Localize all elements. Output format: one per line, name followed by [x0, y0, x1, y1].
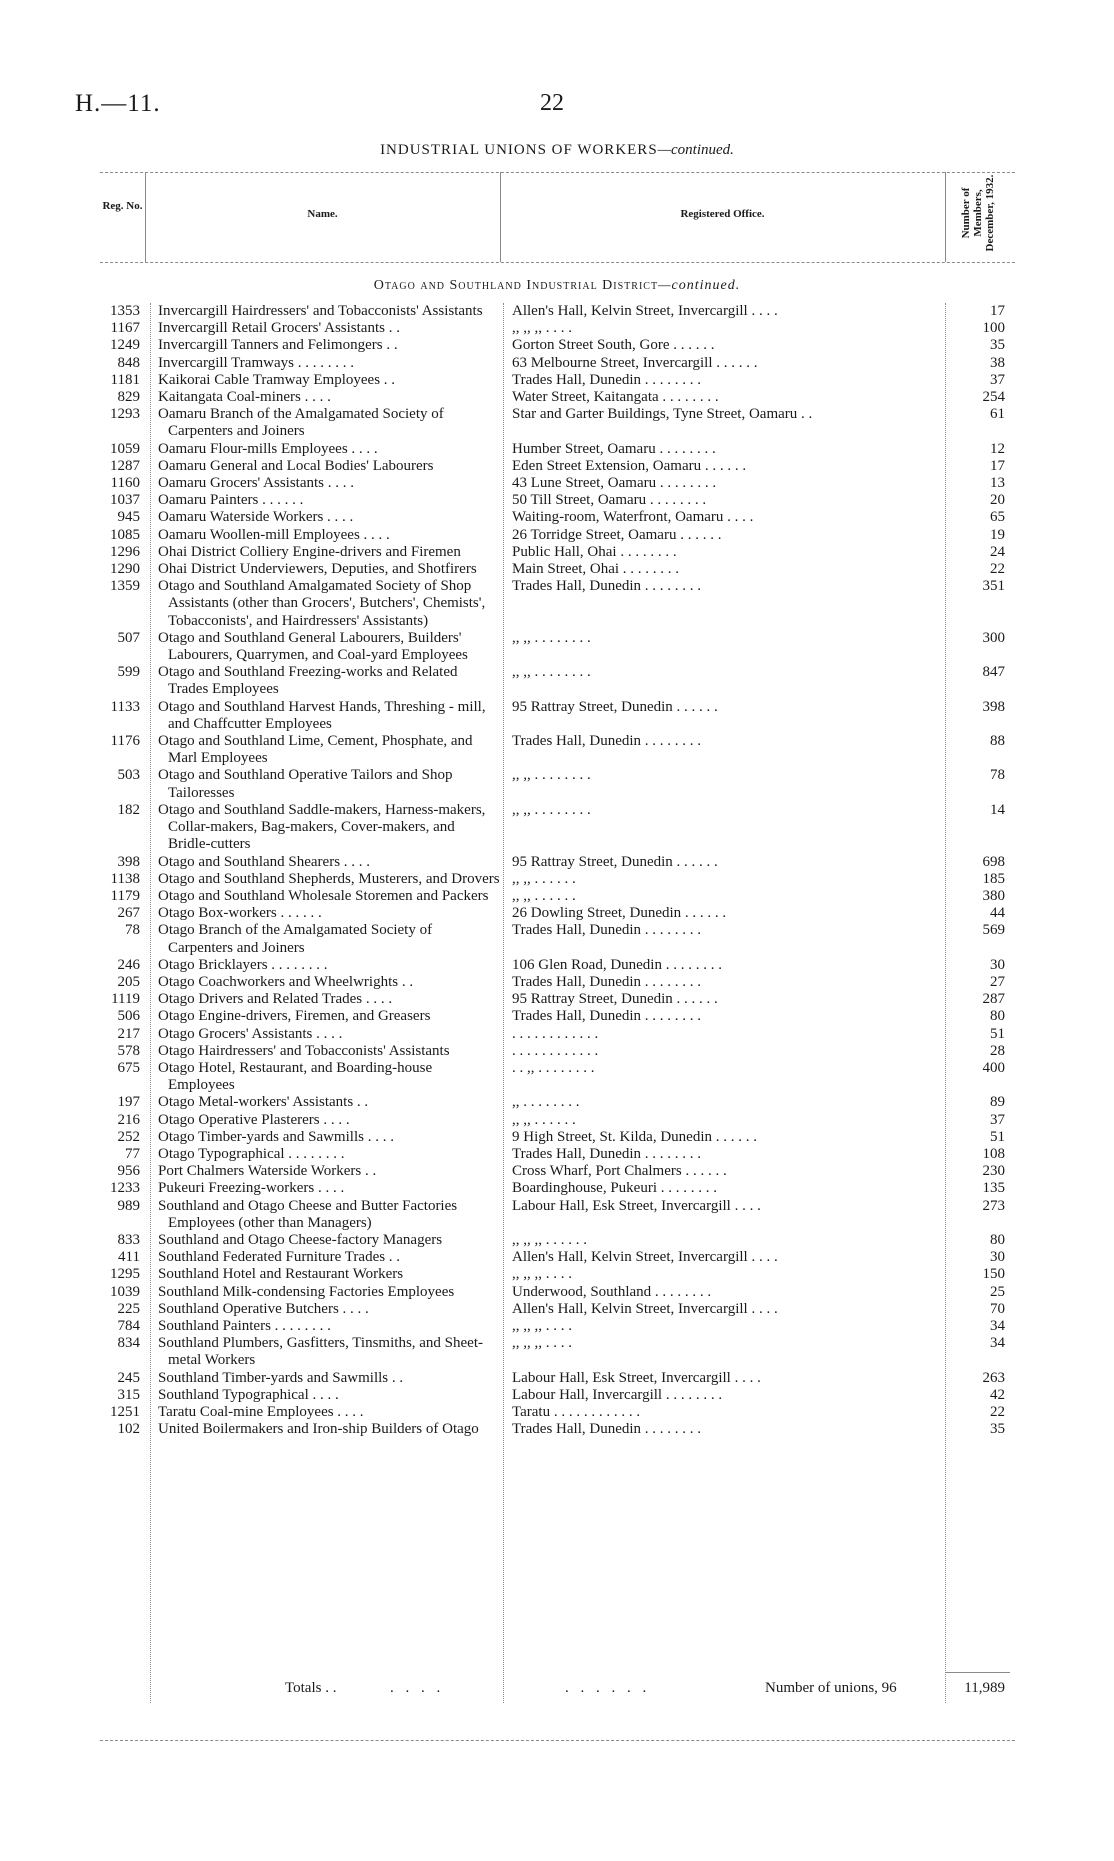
registered-office: ,, ,, ,, . . . . [512, 320, 572, 337]
reg-number: 225 [117, 1300, 140, 1317]
registered-office: Main Street, Ohai . . . . . . . . [512, 561, 680, 578]
member-count: 135 [982, 1180, 1005, 1197]
reg-number: 956 [117, 1163, 140, 1180]
totals-leader-left: . . . . [390, 1680, 445, 1696]
registered-office: Allen's Hall, Kelvin Street, Invercargill . . . . [512, 1249, 778, 1266]
reg-number: 102 [117, 1421, 140, 1438]
table-row [0, 1026, 1114, 1043]
union-name: Otago Grocers' Assistants . . . . [158, 1025, 343, 1042]
member-count: 20 [990, 492, 1005, 509]
union-name: Southland and Otago Cheese-factory Managers [158, 1231, 443, 1248]
reg-number: 267 [117, 905, 140, 922]
reg-number: 315 [117, 1386, 140, 1403]
reg-number: 848 [117, 354, 140, 371]
union-name: Invercargill Retail Grocers' Assistants . . [158, 320, 400, 337]
union-name: Southland Typographical . . . . [158, 1386, 339, 1403]
column-header-members: Number of Members, December, 1932. [960, 174, 996, 252]
table-row [0, 337, 1114, 354]
reg-number: 1133 [110, 698, 140, 715]
member-count: 12 [990, 440, 1005, 457]
reg-number: 1359 [110, 578, 140, 595]
member-count: 70 [990, 1300, 1005, 1317]
registered-office: . . . . . . . . . . . . [512, 1042, 599, 1059]
page-title [0, 142, 1114, 159]
union-name: Oamaru Branch of the Amalgamated Society of Carpenters and Joiners [158, 406, 444, 440]
table-row [0, 1404, 1114, 1421]
member-count: 34 [990, 1317, 1005, 1334]
member-count: 51 [990, 1128, 1005, 1145]
registered-office: Trades Hall, Dunedin . . . . . . . . [512, 973, 702, 990]
table-row [0, 389, 1114, 406]
member-count: 108 [982, 1145, 1005, 1162]
table-row [0, 1232, 1114, 1249]
table-row [0, 1163, 1114, 1180]
union-name: Otago Typographical . . . . . . . . [158, 1145, 345, 1162]
union-name: Southland Federated Furniture Trades . . [158, 1249, 401, 1266]
member-count: 51 [990, 1025, 1005, 1042]
table-row [0, 664, 1114, 698]
reg-number: 78 [125, 922, 140, 939]
table-row [0, 888, 1114, 905]
table-row [0, 854, 1114, 871]
table-row [0, 1112, 1114, 1129]
column-header-name: Name. [307, 208, 338, 220]
table-row [0, 1387, 1114, 1404]
union-name: Otago Hotel, Restaurant, and Boarding-house Employees [158, 1059, 433, 1094]
reg-number: 506 [117, 1008, 140, 1025]
totals-member-sum: 11,989 [964, 1680, 1005, 1696]
registered-office: Taratu . . . . . . . . . . . . [512, 1404, 641, 1420]
registered-office: 95 Rattray Street, Dunedin . . . . . . [512, 698, 718, 715]
registered-office: Trades Hall, Dunedin . . . . . . . . [512, 1421, 702, 1438]
member-count: 13 [990, 475, 1005, 492]
table-row [0, 1060, 1114, 1094]
table-row [0, 320, 1114, 337]
reg-number: 599 [117, 664, 140, 681]
reg-number: 945 [117, 509, 140, 526]
union-name: United Boilermakers and Iron-ship Builders of Otago [158, 1421, 479, 1438]
reg-number: 217 [117, 1025, 140, 1042]
registered-office: 9 High Street, St. Kilda, Dunedin . . . . . . [512, 1128, 757, 1145]
union-name: Otago Hairdressers' and Tobacconists' Assistants [158, 1042, 450, 1059]
totals-label: Totals . . [285, 1680, 337, 1696]
table-row [0, 1370, 1114, 1387]
reg-number: 246 [117, 956, 140, 973]
reg-number: 1233 [110, 1180, 140, 1197]
registered-office: Allen's Hall, Kelvin Street, Invercargill . . . . [512, 303, 778, 319]
union-name: Otago Metal-workers' Assistants . . [158, 1094, 369, 1111]
union-name: Southland Operative Butchers . . . . [158, 1300, 369, 1317]
registered-office: Public Hall, Ohai . . . . . . . . [512, 543, 677, 560]
union-name: Otago and Southland Shearers . . . . [158, 853, 371, 870]
table-row [0, 372, 1114, 389]
table-row [0, 355, 1114, 372]
totals-union-count: Number of unions, 96 [765, 1680, 897, 1696]
registered-office: Eden Street Extension, Oamaru . . . . . . [512, 457, 747, 474]
member-count: 569 [982, 922, 1005, 939]
reg-number: 989 [117, 1197, 140, 1214]
reg-number: 833 [117, 1231, 140, 1248]
union-name: Oamaru General and Local Bodies' Labourers [158, 457, 434, 474]
registered-office: Water Street, Kaitangata . . . . . . . . [512, 389, 719, 406]
registered-office: ,, ,, ,, . . . . [512, 1317, 572, 1334]
reg-number: 1160 [110, 475, 140, 492]
table-row [0, 871, 1114, 888]
table-row [0, 303, 1114, 320]
table-row [0, 1180, 1114, 1197]
reg-number: 1085 [110, 526, 140, 543]
title-main: INDUSTRIAL UNIONS OF WORKERS [380, 142, 658, 158]
member-count: 25 [990, 1283, 1005, 1300]
reg-number: 1167 [110, 320, 140, 337]
registered-office: Trades Hall, Dunedin . . . . . . . . [512, 1008, 702, 1025]
table-row [0, 1249, 1114, 1266]
reg-number: 1039 [110, 1283, 140, 1300]
member-count: 44 [990, 905, 1005, 922]
reg-number: 784 [117, 1317, 140, 1334]
member-count: 351 [982, 578, 1005, 595]
union-name: Pukeuri Freezing-workers . . . . [158, 1180, 345, 1197]
reg-number: 1119 [111, 991, 140, 1008]
registered-office: Boardinghouse, Pukeuri . . . . . . . . [512, 1180, 717, 1197]
column-header-reg: Reg. No. [102, 200, 143, 212]
table-row [0, 1301, 1114, 1318]
member-count: 698 [982, 853, 1005, 870]
member-count: 263 [982, 1369, 1005, 1386]
registered-office: ,, ,, ,, . . . . [512, 1335, 572, 1352]
member-count: 398 [982, 698, 1005, 715]
registered-office: ,, ,, . . . . . . . . [512, 629, 591, 646]
union-name: Southland Plumbers, Gasfitters, Tinsmiths, and Sheet-metal Workers [158, 1335, 484, 1369]
table-row [0, 1094, 1114, 1111]
member-count: 22 [990, 1404, 1005, 1420]
union-name: Oamaru Grocers' Assistants . . . . [158, 475, 355, 492]
reg-number: 1138 [110, 870, 140, 887]
member-count: 22 [990, 561, 1005, 578]
union-name: Otago Box-workers . . . . . . [158, 905, 322, 922]
header-divider-office [945, 172, 946, 262]
registered-office: ,, ,, ,, . . . . [512, 1266, 572, 1283]
table-row [0, 475, 1114, 492]
table-row [0, 991, 1114, 1008]
member-count: 847 [982, 664, 1005, 681]
registered-office: Star and Garter Buildings, Tyne Street, Oamaru . . [512, 406, 813, 423]
member-count: 61 [990, 406, 1005, 423]
union-name: Oamaru Waterside Workers . . . . [158, 509, 354, 526]
member-count: 150 [982, 1266, 1005, 1283]
union-name: Port Chalmers Waterside Workers . . [158, 1163, 377, 1180]
registered-office: Underwood, Southland . . . . . . . . [512, 1283, 712, 1300]
member-count: 65 [990, 509, 1005, 526]
table-row [0, 1008, 1114, 1025]
reg-number: 834 [117, 1335, 140, 1352]
registered-office: 26 Torridge Street, Oamaru . . . . . . [512, 526, 722, 543]
table-row [0, 802, 1114, 854]
union-name: Ohai District Underviewers, Deputies, and Shotfirers [158, 561, 477, 578]
union-name: Oamaru Painters . . . . . . [158, 492, 304, 509]
reg-number: 77 [125, 1145, 140, 1162]
registered-office: 106 Glen Road, Dunedin . . . . . . . . [512, 956, 722, 973]
page-number: 22 [540, 90, 564, 116]
member-count: 88 [990, 733, 1005, 750]
member-count: 19 [990, 526, 1005, 543]
reg-number: 1176 [110, 733, 140, 750]
union-name: Otago and Southland Amalgamated Society of Shop Assistants (other than Grocers', Butchers', Chemists', Tobacconists', and Hairdressers' Assistants) [158, 578, 486, 629]
registered-office: 95 Rattray Street, Dunedin . . . . . . [512, 991, 718, 1008]
reg-number: 182 [117, 801, 140, 818]
member-count: 287 [982, 991, 1005, 1008]
reg-number: 1293 [110, 406, 140, 423]
member-count: 300 [982, 629, 1005, 646]
table-row [0, 509, 1114, 526]
reg-number: 252 [117, 1128, 140, 1145]
union-name: Otago and Southland General Labourers, Builders' Labourers, Quarrymen, and Coal-yard Employees [158, 629, 468, 664]
union-name: Otago Drivers and Related Trades . . . . [158, 991, 393, 1008]
union-name: Invercargill Tramways . . . . . . . . [158, 354, 354, 371]
reg-number: 411 [118, 1249, 140, 1266]
reg-number: 1290 [110, 561, 140, 578]
registered-office: ,, ,, . . . . . . [512, 870, 576, 887]
union-name: Southland Timber-yards and Sawmills . . [158, 1369, 404, 1386]
member-count: 38 [990, 354, 1005, 371]
registered-office: ,, . . . . . . . . [512, 1094, 580, 1111]
registered-office: ,, ,, . . . . . . [512, 887, 576, 904]
member-count: 230 [982, 1163, 1005, 1180]
registered-office: Labour Hall, Esk Street, Invercargill . . . . [512, 1369, 761, 1386]
registered-office: Trades Hall, Dunedin . . . . . . . . [512, 922, 702, 939]
union-name: Kaitangata Coal-miners . . . . [158, 389, 331, 406]
member-count: 37 [990, 371, 1005, 388]
member-count: 30 [990, 956, 1005, 973]
reg-number: 829 [117, 389, 140, 406]
union-name: Otago Branch of the Amalgamated Society of Carpenters and Joiners [158, 922, 433, 956]
registered-office: ,, ,, . . . . . . . . [512, 767, 591, 784]
member-count: 89 [990, 1094, 1005, 1111]
title-continued: —continued. [657, 142, 734, 158]
member-count: 400 [982, 1059, 1005, 1076]
member-count: 35 [990, 1421, 1005, 1438]
table-row [0, 974, 1114, 991]
registered-office: Labour Hall, Esk Street, Invercargill . . . . [512, 1197, 761, 1214]
table-row [0, 492, 1114, 509]
table-row [0, 699, 1114, 733]
union-name: Southland Hotel and Restaurant Workers [158, 1266, 404, 1283]
reg-number: 507 [117, 629, 140, 646]
table-row [0, 767, 1114, 801]
member-count: 273 [982, 1197, 1005, 1214]
district-heading [0, 278, 1114, 294]
registered-office: 95 Rattray Street, Dunedin . . . . . . [512, 853, 718, 870]
registered-office: Gorton Street South, Gore . . . . . . [512, 337, 715, 354]
member-count: 80 [990, 1008, 1005, 1025]
union-name: Otago and Southland Freezing-works and Related Trades Employees [158, 664, 458, 698]
union-name: Otago Operative Plasterers . . . . [158, 1111, 350, 1128]
totals-rule [945, 1672, 1010, 1673]
member-count: 37 [990, 1111, 1005, 1128]
reg-number: 1249 [110, 337, 140, 354]
union-name: Otago and Southland Lime, Cement, Phosphate, and Marl Employees [158, 733, 473, 767]
district-name: Otago and Southland Industrial District [373, 278, 659, 293]
registered-office: Labour Hall, Invercargill . . . . . . . . [512, 1386, 723, 1403]
table-row [0, 1266, 1114, 1283]
union-name: Otago Coachworkers and Wheelwrights . . [158, 973, 414, 990]
union-name: Taratu Coal-mine Employees . . . . [158, 1404, 364, 1420]
union-name: Invercargill Tanners and Felimongers . . [158, 337, 398, 354]
registered-office: ,, ,, . . . . . . . . [512, 801, 591, 818]
reg-number: 205 [117, 973, 140, 990]
union-name: Oamaru Flour-mills Employees . . . . [158, 440, 378, 457]
member-count: 78 [990, 767, 1005, 784]
document-reference: H.—11. [75, 90, 161, 117]
member-count: 380 [982, 887, 1005, 904]
reg-number: 1353 [110, 303, 140, 319]
registered-office: 43 Lune Street, Oamaru . . . . . . . . [512, 475, 717, 492]
registered-office: Trades Hall, Dunedin . . . . . . . . [512, 733, 702, 750]
reg-number: 216 [117, 1111, 140, 1128]
footer-rule [100, 1740, 1015, 1741]
union-name: Oamaru Woollen-mill Employees . . . . [158, 526, 390, 543]
registered-office: Cross Wharf, Port Chalmers . . . . . . [512, 1163, 727, 1180]
column-header-office: Registered Office. [680, 208, 765, 220]
registered-office: ,, ,, ,, . . . . . . [512, 1231, 587, 1248]
member-count: 34 [990, 1335, 1005, 1352]
district-continued: —continued. [658, 278, 741, 293]
union-name: Otago and Southland Wholesale Storemen and Packers [158, 887, 489, 904]
union-name: Otago Engine-drivers, Firemen, and Greasers [158, 1008, 431, 1025]
table-row [0, 1146, 1114, 1163]
member-count: 28 [990, 1042, 1005, 1059]
reg-number: 1037 [110, 492, 140, 509]
registered-office: Humber Street, Oamaru . . . . . . . . [512, 440, 716, 457]
table-row [0, 458, 1114, 475]
reg-number: 1181 [110, 371, 140, 388]
reg-number: 398 [117, 853, 140, 870]
reg-number: 1251 [110, 1404, 140, 1420]
totals-leader-mid: . . . . . . [565, 1680, 651, 1696]
reg-number: 675 [117, 1059, 140, 1076]
union-name: Otago and Southland Saddle-makers, Harness-makers, Collar-makers, Bag-makers, Cover-makers, and Bridle-cutters [158, 801, 486, 853]
reg-number: 245 [117, 1369, 140, 1386]
reg-number: 197 [117, 1094, 140, 1111]
registered-office: Allen's Hall, Kelvin Street, Invercargill . . . . [512, 1300, 778, 1317]
union-name: Otago and Southland Operative Tailors and Shop Tailoresses [158, 767, 453, 801]
table-row [0, 578, 1114, 630]
registered-office: ,, ,, . . . . . . [512, 1111, 576, 1128]
union-name: Otago and Southland Harvest Hands, Threshing - mill, and Chaffcutter Employees [158, 698, 486, 732]
registered-office: Trades Hall, Dunedin . . . . . . . . [512, 371, 702, 388]
reg-number: 1295 [110, 1266, 140, 1283]
table-row [0, 630, 1114, 664]
member-count: 42 [990, 1386, 1005, 1403]
reg-number: 1059 [110, 440, 140, 457]
table-row [0, 1198, 1114, 1232]
union-name: Otago Timber-yards and Sawmills . . . . [158, 1128, 394, 1145]
union-name: Kaikorai Cable Tramway Employees . . [158, 371, 396, 388]
table-row [0, 922, 1114, 956]
member-count: 254 [982, 389, 1005, 406]
table-row [0, 1129, 1114, 1146]
table-row [0, 905, 1114, 922]
table-row [0, 733, 1114, 767]
registered-office: ,, ,, . . . . . . . . [512, 664, 591, 681]
member-count: 100 [982, 320, 1005, 337]
union-name: Invercargill Hairdressers' and Tobacconists' Assistants [158, 303, 483, 319]
union-name: Southland Painters . . . . . . . . [158, 1317, 331, 1334]
registered-office: Waiting-room, Waterfront, Oamaru . . . . [512, 509, 754, 526]
registered-office: Trades Hall, Dunedin . . . . . . . . [512, 578, 702, 595]
member-count: 27 [990, 973, 1005, 990]
reg-number: 1287 [110, 457, 140, 474]
reg-number: 578 [117, 1042, 140, 1059]
registered-office: . . . . . . . . . . . . [512, 1025, 599, 1042]
member-count: 35 [990, 337, 1005, 354]
registered-office: 26 Dowling Street, Dunedin . . . . . . [512, 905, 727, 922]
table-row [0, 406, 1114, 440]
header-bottom-rule [100, 262, 1015, 263]
registered-office: 63 Melbourne Street, Invercargill . . . . . . [512, 354, 758, 371]
member-count: 30 [990, 1249, 1005, 1266]
table-row [0, 441, 1114, 458]
header-top-rule [100, 172, 1015, 173]
table-row [0, 957, 1114, 974]
union-name: Otago Bricklayers . . . . . . . . [158, 956, 328, 973]
table-row [0, 527, 1114, 544]
member-count: 24 [990, 543, 1005, 560]
member-count: 14 [990, 801, 1005, 818]
table-row [0, 561, 1114, 578]
union-name: Southland and Otago Cheese and Butter Factories Employees (other than Managers) [158, 1197, 458, 1231]
table-row [0, 1284, 1114, 1301]
table-row [0, 544, 1114, 561]
union-name: Otago and Southland Shepherds, Musterers, and Drovers [158, 870, 500, 887]
reg-number: 1179 [110, 887, 140, 904]
table-row [0, 1043, 1114, 1060]
member-count: 17 [990, 457, 1005, 474]
registered-office: 50 Till Street, Oamaru . . . . . . . . [512, 492, 707, 509]
union-table-body [0, 303, 1114, 1438]
reg-number: 503 [117, 767, 140, 784]
reg-number: 1296 [110, 543, 140, 560]
member-count: 185 [982, 870, 1005, 887]
table-row [0, 1318, 1114, 1335]
registered-office: Trades Hall, Dunedin . . . . . . . . [512, 1145, 702, 1162]
table-row [0, 1421, 1114, 1438]
member-count: 80 [990, 1231, 1005, 1248]
union-name: Southland Milk-condensing Factories Employees [158, 1283, 455, 1300]
registered-office: . . ,, . . . . . . . . [512, 1059, 595, 1076]
member-count: 17 [990, 303, 1005, 319]
union-name: Ohai District Colliery Engine-drivers and Firemen [158, 543, 461, 560]
table-row [0, 1335, 1114, 1369]
